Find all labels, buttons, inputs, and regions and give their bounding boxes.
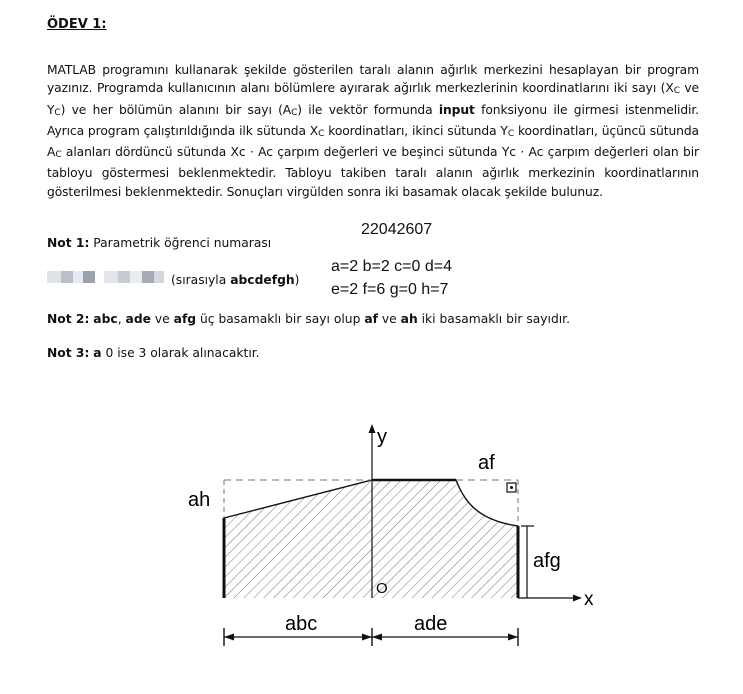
order-note: (sırasıyla abcdefgh): [171, 273, 300, 287]
note-3: Not 3: a 0 ise 3 olarak alınacaktır.: [47, 346, 260, 360]
origin-label: O: [376, 580, 388, 597]
label-ah: ah: [188, 489, 211, 511]
hatched-area: [224, 480, 518, 598]
assignment-title: ÖDEV 1:: [47, 17, 107, 32]
parameters-line-2: e=2 f=6 g=0 h=7: [331, 281, 449, 298]
label-afg: afg: [533, 550, 561, 572]
student-number: 22042607: [361, 221, 433, 238]
label-af: af: [478, 452, 495, 474]
y-axis-label: y: [377, 426, 387, 448]
note-1: Not 1: Parametrik öğrenci numarası: [47, 236, 272, 250]
note-2: Not 2: abc, ade ve afg üç basamaklı bir sayı olup af ve ah iki basamaklı bir sayıdır.: [47, 312, 571, 326]
x-axis-arrow: [573, 595, 582, 602]
label-abc: abc: [285, 613, 318, 635]
parameters-line-1: a=2 b=2 c=0 d=4: [331, 258, 452, 275]
x-axis-label: x: [584, 589, 594, 610]
y-axis-arrow: [369, 424, 376, 433]
label-ade: ade: [414, 613, 448, 635]
assignment-description: MATLAB programını kullanarak şekilde gösterilen taralı alanın ağırlık merkezini hesaplayan bir program yazınız. Programda kullanıcının alanı bölümlere ayırarak ağırlık merkezlerinin koordinatlarını iki sayı (XC ve YC) ve her bölümün alanını bir sayı (AC) ile vektör formunda input fonksiyonu ile girmesi istenmelidir. Ayrıca program çalıştırıldığında ilk sütunda XC koordinatları, ikinci sütunda YC koordinatları, üçüncü sütunda AC alanları dördüncü sütunda Xc · Ac çarpım değerleri ve beşinci sütunda Yc · Ac çarpım değerleri olan bir tabloyu göstermesi beklenmektedir. Tabloyu takiben taralı alanın ağırlık merkezinin koordinatlarının gösterilmesi beklenmektedir. Sonuçları virgülden sonra iki basamak olacak şekilde bulunuz.: [47, 63, 700, 199]
